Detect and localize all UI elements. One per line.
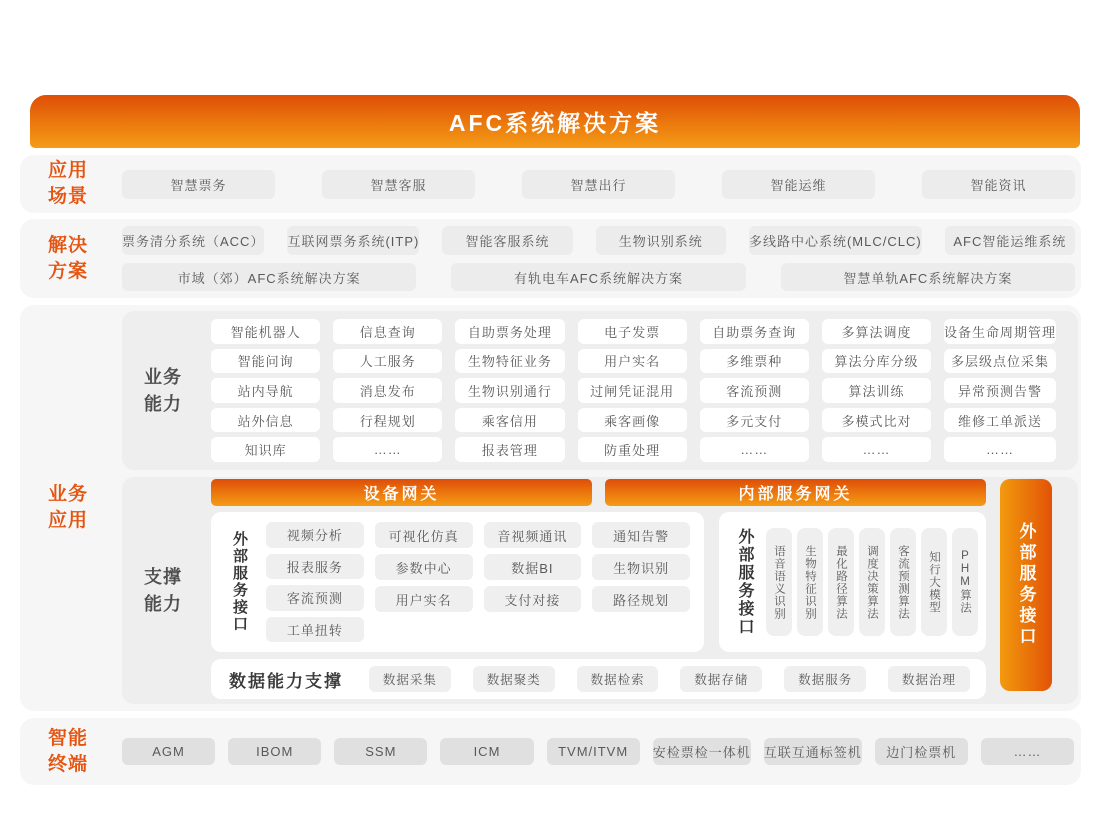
algorithm-pill: PHM算法 — [952, 528, 978, 636]
solution-pill: 生物识别系统 — [596, 226, 726, 255]
solution-rows — [122, 226, 1075, 291]
external-service-column-2 — [375, 522, 473, 642]
capability-pill: 智能机器人 — [211, 319, 320, 344]
section-business-application — [20, 305, 1081, 711]
terminal-pill: TVM/ITVM — [547, 738, 640, 765]
terminal-pill: AGM — [122, 738, 215, 765]
capability-pill: 站内导航 — [211, 378, 320, 403]
scenario-pill: 智能资讯 — [922, 170, 1075, 199]
external-service-column-1 — [266, 522, 364, 642]
service-pill: 视频分析 — [266, 522, 364, 548]
capabilities-column-3 — [455, 319, 564, 462]
terminal-pill: 边门检票机 — [875, 738, 968, 765]
service-pill: 支付对接 — [484, 586, 582, 612]
capability-pill: 维修工单派送 — [944, 408, 1056, 433]
external-service-column-4 — [592, 522, 690, 642]
algorithm-pill: 语音语义识别 — [766, 528, 792, 636]
solution-pill: 互联网票务系统(ITP) — [287, 226, 419, 255]
algorithm-pill: 最化路径算法 — [828, 528, 854, 636]
solution-pill: AFC智能运维系统 — [945, 226, 1075, 255]
service-pill: 路径规划 — [592, 586, 690, 612]
capability-pill: 电子发票 — [578, 319, 687, 344]
algorithm-interface-panel — [719, 512, 986, 652]
terminal-pill: 互联互通标签机 — [764, 738, 862, 765]
algorithm-pill: 客流预测算法 — [890, 528, 916, 636]
business-application-label: 业务应用 — [48, 484, 89, 531]
capability-pill: 信息查询 — [333, 319, 442, 344]
data-capability-pill: 数据服务 — [784, 666, 866, 692]
scenarios-section-label: 应用场景 — [48, 160, 89, 207]
business-capabilities-panel — [122, 311, 1078, 470]
external-service-interface-label-right: 外部服务接口 — [736, 528, 753, 636]
capability-pill: 乘客画像 — [578, 408, 687, 433]
capability-pill: 客流预测 — [700, 378, 809, 403]
service-pill: 数据BI — [484, 554, 582, 580]
capability-pill: 设备生命周期管理 — [944, 319, 1056, 344]
title-banner — [30, 95, 1080, 148]
capabilities-column-1 — [211, 319, 320, 462]
terminal-pill: SSM — [334, 738, 427, 765]
algorithm-pill: 生物特征识别 — [797, 528, 823, 636]
support-capabilities-panel — [122, 477, 1078, 704]
service-pill: 参数中心 — [375, 554, 473, 580]
solution-row-systems — [122, 226, 1075, 255]
capability-pill: …… — [700, 437, 809, 462]
service-pill: 通知告警 — [592, 522, 690, 548]
solution-pill: 市域（郊）AFC系统解决方案 — [122, 263, 416, 291]
capability-pill: 行程规划 — [333, 408, 442, 433]
terminal-list — [122, 738, 1074, 765]
section-solutions — [20, 219, 1081, 298]
data-capability-list — [369, 666, 970, 692]
algorithm-pill: 知行大模型 — [921, 528, 947, 636]
capability-pill: 自助票务处理 — [455, 319, 564, 344]
section-application-scenarios — [20, 155, 1081, 213]
service-pill: 可视化仿真 — [375, 522, 473, 548]
external-service-interface-label-left: 外部服务接口 — [231, 531, 248, 633]
page-title: AFC系统解决方案 — [448, 110, 662, 136]
external-service-interface-panel-left — [211, 512, 704, 652]
solutions-section-label: 解决方案 — [48, 234, 89, 282]
capability-pill: 多元支付 — [700, 408, 809, 433]
terminal-pill: ICM — [440, 738, 533, 765]
service-pill: 客流预测 — [266, 585, 364, 611]
internal-service-gateway-bar: 内部服务网关 — [605, 479, 986, 506]
capability-pill: 算法分库分级 — [822, 349, 931, 374]
capability-pill: 乘客信用 — [455, 408, 564, 433]
scenario-pill: 智能运维 — [722, 170, 875, 199]
capability-pill: 多模式比对 — [822, 408, 931, 433]
capability-pill: 异常预测告警 — [944, 378, 1056, 403]
capability-pill: 生物识别通行 — [455, 378, 564, 403]
algorithm-pill-list — [766, 520, 978, 644]
data-capability-pill: 数据采集 — [369, 666, 451, 692]
business-capabilities-label: 业务能力 — [144, 367, 182, 414]
gateway-row — [211, 479, 986, 506]
capability-pill: 算法训练 — [822, 378, 931, 403]
capabilities-column-7 — [944, 319, 1056, 462]
solution-row-packages — [122, 263, 1075, 291]
data-capability-panel — [211, 659, 986, 699]
capability-pill: 消息发布 — [333, 378, 442, 403]
solution-pill: 票务清分系统（ACC） — [122, 226, 264, 255]
capability-pill: 自助票务查询 — [700, 319, 809, 344]
scenario-pill: 智慧票务 — [122, 170, 275, 199]
capability-pill: 报表管理 — [455, 437, 564, 462]
capability-pill: 人工服务 — [333, 349, 442, 374]
business-capabilities-grid — [211, 319, 1056, 462]
capabilities-column-5 — [700, 319, 809, 462]
device-gateway-bar: 设备网关 — [211, 479, 592, 506]
terminals-section-label: 智能终端 — [48, 727, 89, 775]
service-pill: 报表服务 — [266, 554, 364, 580]
capability-pill: 知识库 — [211, 437, 320, 462]
capability-pill: 防重处理 — [578, 437, 687, 462]
terminal-pill: …… — [981, 738, 1074, 765]
solution-pill: 智慧单轨AFC系统解决方案 — [781, 263, 1075, 291]
terminal-pill: 安检票检一体机 — [653, 738, 751, 765]
capability-pill: …… — [944, 437, 1056, 462]
data-capability-pill: 数据聚类 — [473, 666, 555, 692]
capability-pill: 站外信息 — [211, 408, 320, 433]
capability-pill: …… — [333, 437, 442, 462]
algorithm-pill: 调度决策算法 — [859, 528, 885, 636]
support-main — [211, 479, 986, 699]
terminal-pill: IBOM — [228, 738, 321, 765]
capabilities-column-2 — [333, 319, 442, 462]
scenario-list — [122, 170, 1075, 199]
capability-pill: 多层级点位采集 — [944, 349, 1056, 374]
data-capability-pill: 数据检索 — [577, 666, 659, 692]
solution-pill: 多线路中心系统(MLC/CLC) — [749, 226, 922, 255]
section-smart-terminals — [20, 718, 1081, 785]
capability-pill: 生物特征业务 — [455, 349, 564, 374]
service-pill: 工单扭转 — [266, 617, 364, 643]
scenario-pill: 智慧出行 — [522, 170, 675, 199]
support-capabilities-label: 支撑能力 — [144, 567, 182, 614]
solution-pill: 有轨电车AFC系统解决方案 — [451, 263, 745, 291]
capabilities-column-6 — [822, 319, 931, 462]
external-service-interface-bar: 外部服务接口 — [1000, 479, 1052, 691]
service-pill: 音视频通讯 — [484, 522, 582, 548]
data-capability-pill: 数据治理 — [888, 666, 970, 692]
external-service-grid — [266, 522, 690, 642]
capabilities-column-4 — [578, 319, 687, 462]
capability-pill: 智能问询 — [211, 349, 320, 374]
capability-pill: 多维票种 — [700, 349, 809, 374]
capability-pill: 过闸凭证混用 — [578, 378, 687, 403]
service-pill: 生物识别 — [592, 554, 690, 580]
scenario-pill: 智慧客服 — [322, 170, 475, 199]
external-service-column-3 — [484, 522, 582, 642]
business-application-body — [122, 311, 1078, 704]
support-content — [211, 479, 1052, 699]
capability-pill: …… — [822, 437, 931, 462]
solution-pill: 智能客服系统 — [442, 226, 572, 255]
service-pill: 用户实名 — [375, 586, 473, 612]
data-capability-label: 数据能力支撑 — [229, 671, 343, 691]
capability-pill: 用户实名 — [578, 349, 687, 374]
data-capability-pill: 数据存储 — [680, 666, 762, 692]
service-interface-panels — [211, 512, 986, 652]
capability-pill: 多算法调度 — [822, 319, 931, 344]
